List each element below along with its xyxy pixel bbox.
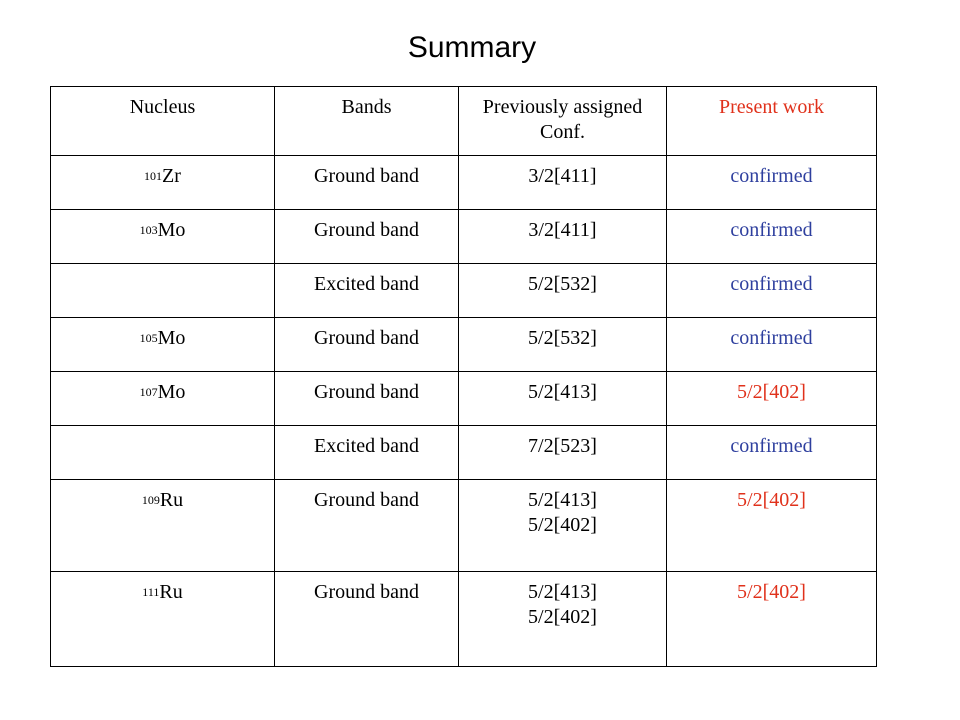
table-header-row: [51, 87, 877, 156]
previous-conf-cell: [459, 426, 667, 480]
header-bands: Bands: [275, 87, 459, 156]
previous-conf: 5/2[532]: [528, 327, 597, 349]
previous-conf-cell: [459, 372, 667, 426]
previous-conf: 7/2[523]: [528, 435, 597, 457]
mass-number: 101: [144, 169, 163, 183]
previous-conf-cell: [459, 264, 667, 318]
present-work-cell: 5/2[402]: [667, 572, 877, 667]
nucleus-cell: [51, 318, 275, 372]
previous-conf: 5/2[532]: [528, 273, 597, 295]
table-row: [51, 318, 877, 372]
previous-conf: 5/2[413]: [528, 381, 597, 403]
table-row: [51, 372, 877, 426]
present-work-cell: confirmed: [667, 318, 877, 372]
previous-conf: 3/2[411]: [528, 219, 597, 241]
nucleus-cell: [51, 480, 275, 572]
mass-number: 107: [139, 385, 158, 399]
element-symbol: Ru: [159, 489, 184, 511]
band-cell: Excited band: [275, 426, 459, 480]
mass-number: 103: [139, 223, 158, 237]
previous-conf: 5/2[413]: [528, 489, 597, 511]
table-row: [51, 264, 877, 318]
element-symbol: Mo: [157, 327, 186, 349]
band-cell: Ground band: [275, 210, 459, 264]
previous-conf: 5/2[402]: [528, 606, 597, 628]
mass-number: 105: [139, 331, 158, 345]
header-previous-conf: Previously assigned Conf.: [459, 87, 667, 156]
previous-conf-cell: [459, 572, 667, 667]
previous-conf-cell: [459, 318, 667, 372]
previous-conf-cell: [459, 210, 667, 264]
header-nucleus: Nucleus: [51, 87, 275, 156]
summary-table: [50, 86, 877, 667]
element-symbol: Ru: [159, 581, 183, 603]
table-row: [51, 426, 877, 480]
table-row: [51, 572, 877, 667]
present-work-cell: confirmed: [667, 426, 877, 480]
table-row: [51, 156, 877, 210]
nucleus-cell: [51, 264, 275, 318]
element-symbol: Zr: [162, 165, 181, 187]
previous-conf-cell: [459, 480, 667, 572]
nucleus-cell: [51, 572, 275, 667]
table-row: [51, 210, 877, 264]
nucleus-cell: [51, 210, 275, 264]
nucleus-cell: [51, 372, 275, 426]
present-work-cell: confirmed: [667, 156, 877, 210]
present-work-cell: confirmed: [667, 210, 877, 264]
mass-number: 109: [141, 493, 160, 507]
nucleus-cell: [51, 156, 275, 210]
previous-conf: 5/2[402]: [528, 514, 597, 536]
band-cell: Ground band: [275, 572, 459, 667]
present-work-cell: 5/2[402]: [667, 480, 877, 572]
element-symbol: Mo: [157, 381, 186, 403]
nucleus-cell: [51, 426, 275, 480]
previous-conf: 3/2[411]: [528, 165, 597, 187]
band-cell: Ground band: [275, 372, 459, 426]
previous-conf: 5/2[413]: [528, 581, 597, 603]
element-symbol: Mo: [157, 219, 186, 241]
header-present-work: Present work: [667, 87, 877, 156]
band-cell: Excited band: [275, 264, 459, 318]
band-cell: Ground band: [275, 318, 459, 372]
mass-number: 111: [142, 585, 160, 599]
page-title: Summary: [407, 31, 537, 64]
band-cell: Ground band: [275, 156, 459, 210]
previous-conf-cell: [459, 156, 667, 210]
table-row: [51, 480, 877, 572]
band-cell: Ground band: [275, 480, 459, 572]
present-work-cell: 5/2[402]: [667, 372, 877, 426]
present-work-cell: confirmed: [667, 264, 877, 318]
